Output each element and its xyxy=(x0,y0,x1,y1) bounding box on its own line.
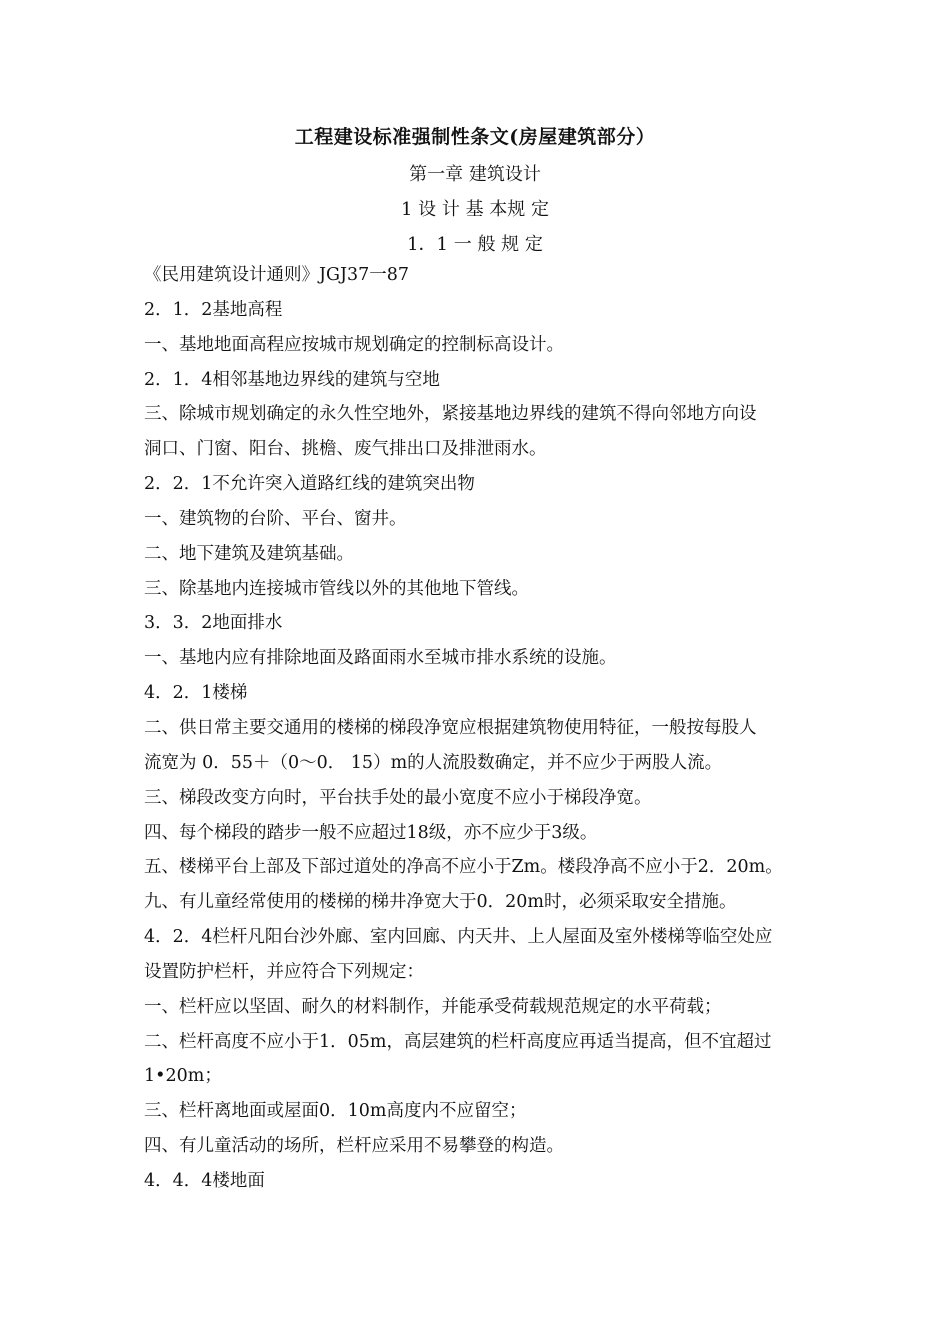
text-line: 二、栏杆高度不应小于1．05m，高层建筑的栏杆高度应再适当提高，但不宜超过 xyxy=(144,1031,772,1052)
text-line: 三、除基地内连接城市管线以外的其他地下管线。 xyxy=(144,578,529,599)
text-line: 洞口、门窗、阳台、挑檐、废气排出口及排泄雨水。 xyxy=(144,439,547,460)
text-line: 1•20m； xyxy=(144,1066,222,1087)
text-line: 2．1．2基地高程 xyxy=(144,299,283,320)
chapter-heading: 第一章 建筑设计 xyxy=(409,164,541,185)
text-line: 四、有儿童活动的场所，栏杆应采用不易攀登的构造。 xyxy=(144,1136,564,1157)
text-line: 二、地下建筑及建筑基础。 xyxy=(144,543,354,564)
section-heading: 1 设 计 基 本规 定 xyxy=(400,199,550,220)
text-line: 设置防护栏杆，并应符合下列规定： xyxy=(144,961,424,982)
document-title: 工程建设标准强制性条文(房屋建筑部分） xyxy=(294,126,656,148)
text-line: 一、栏杆应以坚固、耐久的材料制作，并能承受荷载规范规定的水平荷载； xyxy=(144,996,722,1017)
text-line: 4．2．4栏杆凡阳台沙外廊、室内回廊、内天井、上人屋面及室外楼梯等临空处应 xyxy=(144,927,773,948)
text-line: 2．1．4相邻基地边界线的建筑与空地 xyxy=(144,369,440,390)
text-line: 九、有儿童经常使用的楼梯的梯井净宽大于0．20m时，必须采取安全措施。 xyxy=(144,892,737,913)
text-line: 二、供日常主要交通用的楼梯的梯段净宽应根据建筑物使用特征，一般按每股人 xyxy=(144,717,757,738)
text-line: 五、楼梯平台上部及下部过道处的净高不应小于Zm。楼段净高不应小于2．20m。 xyxy=(144,857,783,878)
document-body xyxy=(144,265,814,1206)
text-line: 2．2．1不允许突入道路红线的建筑突出物 xyxy=(144,474,475,495)
subsection-heading: 1．1 一 般 规 定 xyxy=(407,234,543,255)
text-line: 4．4．4楼地面 xyxy=(144,1170,265,1191)
text-line: 3．3．2地面排水 xyxy=(144,613,283,634)
text-line: 三、梯段改变方向时，平台扶手处的最小宽度不应小于梯段净宽。 xyxy=(144,787,652,808)
text-line: 三、栏杆离地面或屋面0．10m高度内不应留空； xyxy=(144,1101,527,1122)
text-line: 一、基地地面高程应按城市规划确定的控制标高设计。 xyxy=(144,334,564,355)
text-line: 四、每个梯段的踏步一般不应超过18级，亦不应少于3级。 xyxy=(144,822,598,843)
text-line: 流宽为 0．55＋（0～0． 15）m的人流股数确定，并不应少于两股人流。 xyxy=(144,752,723,773)
text-line: 一、基地内应有排除地面及路面雨水至城市排水系统的设施。 xyxy=(144,648,617,669)
text-line: 三、除城市规划确定的永久性空地外，紧接基地边界线的建筑不得向邻地方向设 xyxy=(144,404,757,425)
text-line: 一、建筑物的台阶、平台、窗井。 xyxy=(144,508,407,529)
text-line: 《民用建筑设计通则》JGJ37一87 xyxy=(144,265,410,285)
text-line: 4．2．1楼梯 xyxy=(144,683,248,704)
